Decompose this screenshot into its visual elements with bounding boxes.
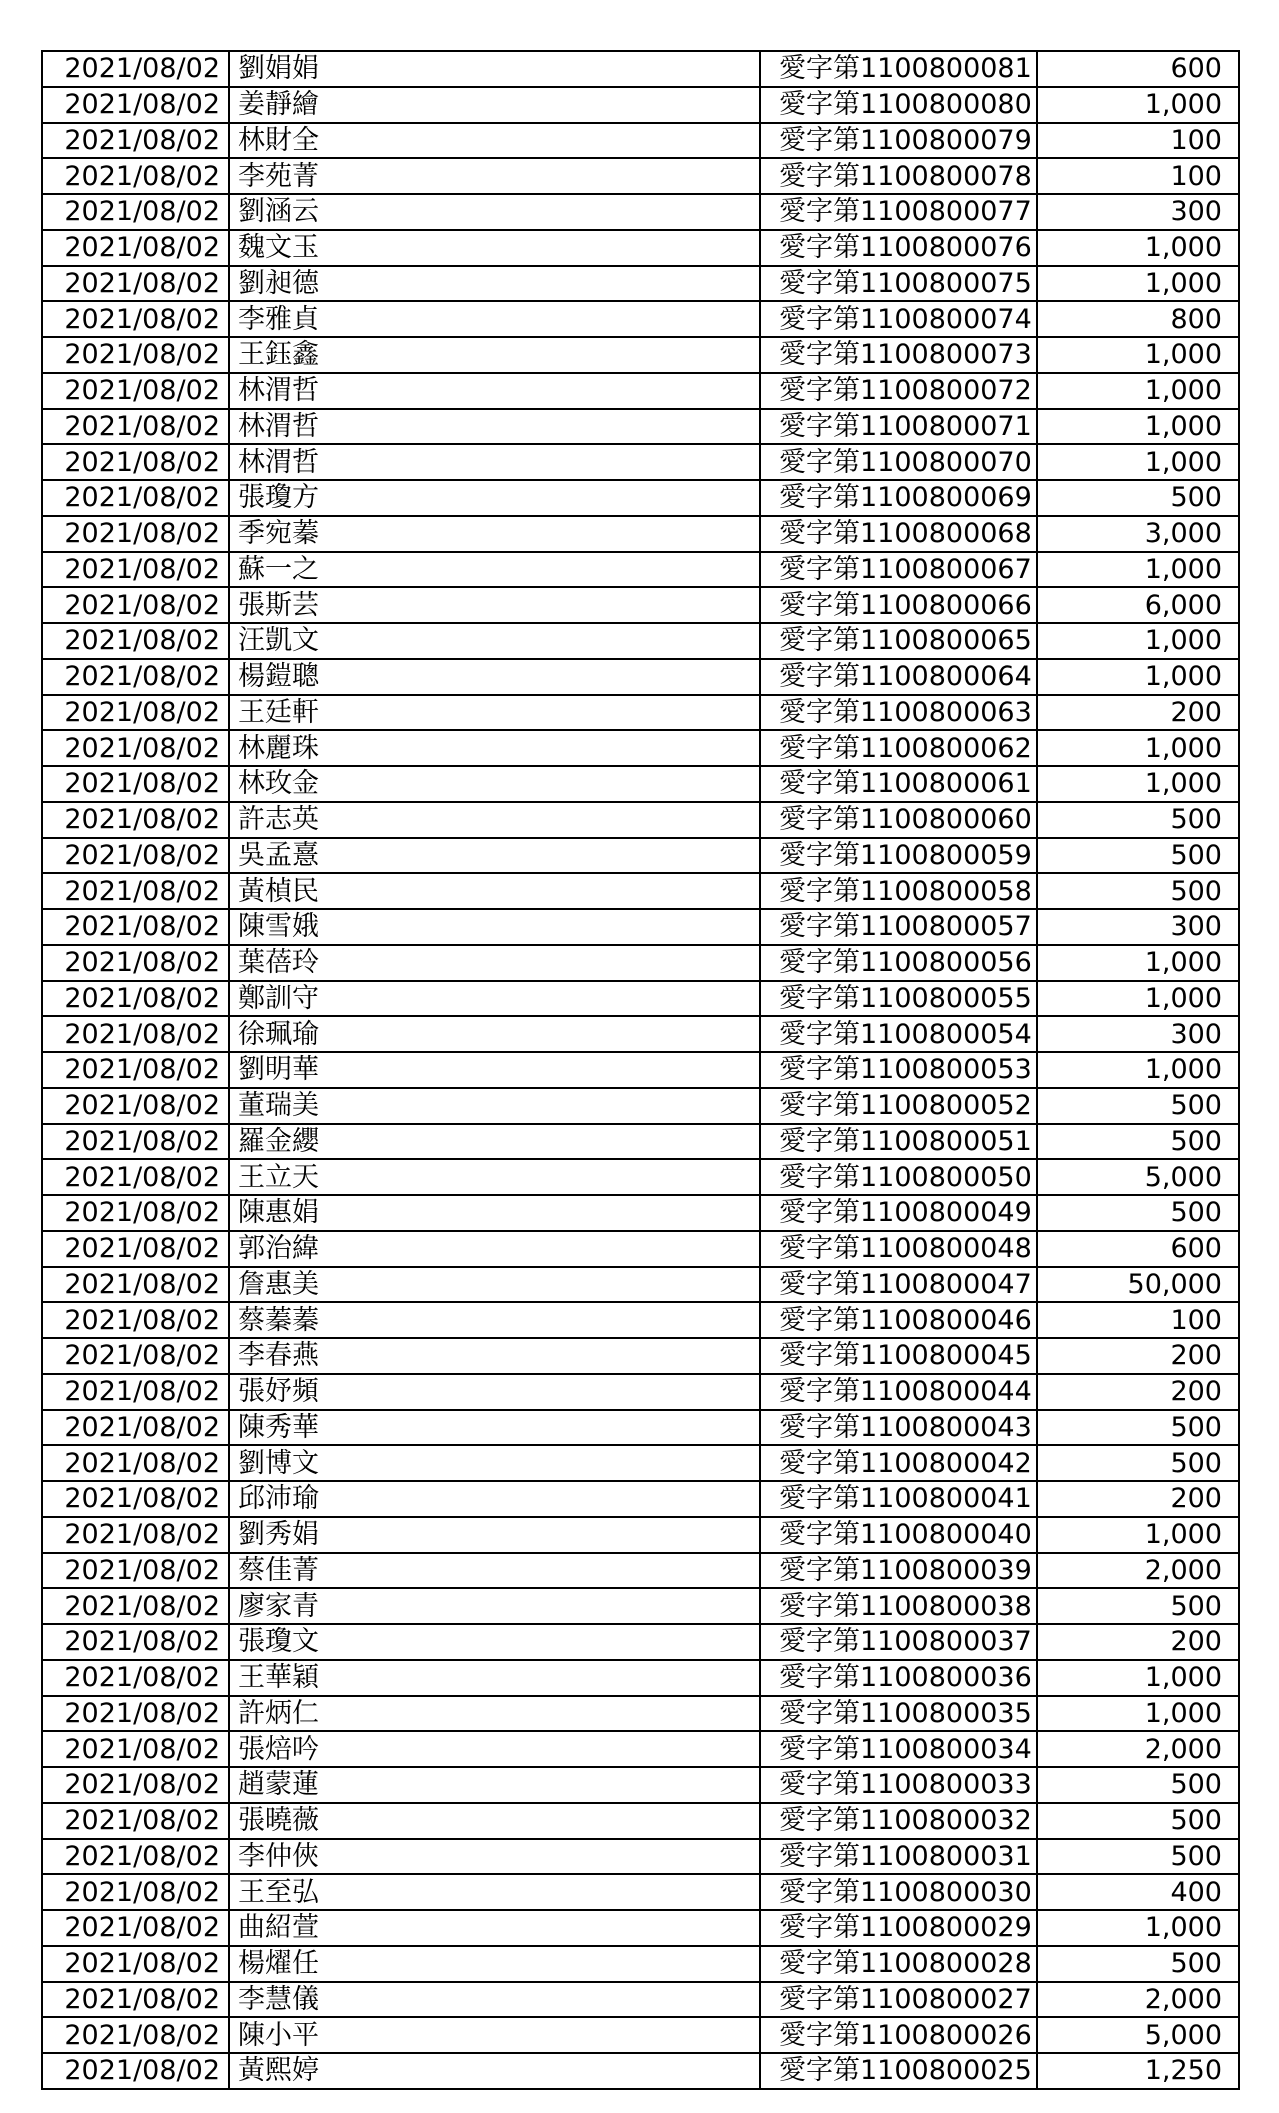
donor-name-cell: 劉昶德 [229, 266, 760, 302]
date-cell: 2021/08/02 [42, 1302, 229, 1338]
amount-cell: 500 [1037, 1946, 1239, 1982]
receipt-number-cell: 愛字第1100800061 [760, 766, 1037, 802]
amount-cell: 100 [1037, 158, 1239, 194]
donor-name-cell: 許志英 [229, 802, 760, 838]
receipt-number-cell: 愛字第1100800042 [760, 1445, 1037, 1481]
amount-cell: 5,000 [1037, 2017, 1239, 2053]
receipt-number-cell: 愛字第1100800054 [760, 1016, 1037, 1052]
table-row [42, 1660, 1239, 1696]
donor-name-cell: 陳小平 [229, 2017, 760, 2053]
donor-name-cell: 徐珮瑜 [229, 1016, 760, 1052]
table-row [42, 873, 1239, 909]
table-row [42, 1267, 1239, 1303]
table-row [42, 945, 1239, 981]
date-cell: 2021/08/02 [42, 1159, 229, 1195]
receipt-number-cell: 愛字第1100800076 [760, 230, 1037, 266]
table-row [42, 480, 1239, 516]
amount-cell: 200 [1037, 1481, 1239, 1517]
receipt-number-cell: 愛字第1100800065 [760, 623, 1037, 659]
donor-name-cell: 吳孟憙 [229, 838, 760, 874]
date-cell: 2021/08/02 [42, 623, 229, 659]
table-row [42, 1410, 1239, 1446]
date-cell: 2021/08/02 [42, 1660, 229, 1696]
date-cell: 2021/08/02 [42, 87, 229, 123]
table-row [42, 2017, 1239, 2053]
donor-name-cell: 林財全 [229, 123, 760, 159]
donor-name-cell: 王鈺鑫 [229, 337, 760, 373]
amount-cell: 2,000 [1037, 1731, 1239, 1767]
date-cell: 2021/08/02 [42, 1124, 229, 1160]
table-row [42, 981, 1239, 1017]
table-row [42, 444, 1239, 480]
donor-name-cell: 張焙吟 [229, 1731, 760, 1767]
date-cell: 2021/08/02 [42, 51, 229, 87]
receipt-number-cell: 愛字第1100800028 [760, 1946, 1037, 1982]
date-cell: 2021/08/02 [42, 1231, 229, 1267]
table-row [42, 337, 1239, 373]
amount-cell: 400 [1037, 1874, 1239, 1910]
donor-name-cell: 鄭訓守 [229, 981, 760, 1017]
receipt-number-cell: 愛字第1100800031 [760, 1839, 1037, 1875]
date-cell: 2021/08/02 [42, 1588, 229, 1624]
donor-name-cell: 李慧儀 [229, 1982, 760, 2018]
receipt-number-cell: 愛字第1100800068 [760, 516, 1037, 552]
amount-cell: 1,000 [1037, 409, 1239, 445]
receipt-number-cell: 愛字第1100800043 [760, 1410, 1037, 1446]
date-cell: 2021/08/02 [42, 1910, 229, 1946]
date-cell: 2021/08/02 [42, 480, 229, 516]
date-cell: 2021/08/02 [42, 1410, 229, 1446]
table-row [42, 1124, 1239, 1160]
table-row [42, 301, 1239, 337]
receipt-number-cell: 愛字第1100800036 [760, 1660, 1037, 1696]
amount-cell: 1,000 [1037, 623, 1239, 659]
amount-cell: 500 [1037, 802, 1239, 838]
donor-name-cell: 劉明華 [229, 1052, 760, 1088]
table-row [42, 194, 1239, 230]
table-row [42, 1553, 1239, 1589]
date-cell: 2021/08/02 [42, 1088, 229, 1124]
receipt-number-cell: 愛字第1100800033 [760, 1767, 1037, 1803]
receipt-number-cell: 愛字第1100800077 [760, 194, 1037, 230]
receipt-number-cell: 愛字第1100800057 [760, 909, 1037, 945]
table-row [42, 1445, 1239, 1481]
donor-name-cell: 蔡蓁蓁 [229, 1302, 760, 1338]
table-row [42, 1839, 1239, 1875]
table-row [42, 1624, 1239, 1660]
donor-name-cell: 李春燕 [229, 1338, 760, 1374]
donor-name-cell: 陳秀華 [229, 1410, 760, 1446]
table-row [42, 230, 1239, 266]
receipt-number-cell: 愛字第1100800060 [760, 802, 1037, 838]
amount-cell: 1,000 [1037, 552, 1239, 588]
donor-name-cell: 林渭哲 [229, 409, 760, 445]
amount-cell: 600 [1037, 51, 1239, 87]
receipt-number-cell: 愛字第1100800035 [760, 1696, 1037, 1732]
date-cell: 2021/08/02 [42, 158, 229, 194]
amount-cell: 500 [1037, 480, 1239, 516]
amount-cell: 500 [1037, 1588, 1239, 1624]
receipt-number-cell: 愛字第1100800078 [760, 158, 1037, 194]
amount-cell: 1,000 [1037, 87, 1239, 123]
amount-cell: 100 [1037, 1302, 1239, 1338]
donor-name-cell: 詹惠美 [229, 1267, 760, 1303]
receipt-number-cell: 愛字第1100800064 [760, 659, 1037, 695]
table-row [42, 1481, 1239, 1517]
amount-cell: 1,000 [1037, 337, 1239, 373]
amount-cell: 200 [1037, 695, 1239, 731]
date-cell: 2021/08/02 [42, 945, 229, 981]
table-row [42, 1910, 1239, 1946]
donor-name-cell: 黃熙婷 [229, 2053, 760, 2089]
table-row [42, 623, 1239, 659]
table-row [42, 266, 1239, 302]
amount-cell: 1,000 [1037, 266, 1239, 302]
receipt-number-cell: 愛字第1100800037 [760, 1624, 1037, 1660]
date-cell: 2021/08/02 [42, 695, 229, 731]
donor-name-cell: 陳惠娟 [229, 1195, 760, 1231]
table-row [42, 1517, 1239, 1553]
amount-cell: 600 [1037, 1231, 1239, 1267]
amount-cell: 100 [1037, 123, 1239, 159]
receipt-number-cell: 愛字第1100800034 [760, 1731, 1037, 1767]
date-cell: 2021/08/02 [42, 373, 229, 409]
receipt-number-cell: 愛字第1100800048 [760, 1231, 1037, 1267]
table-row [42, 838, 1239, 874]
receipt-number-cell: 愛字第1100800058 [760, 873, 1037, 909]
receipt-number-cell: 愛字第1100800066 [760, 587, 1037, 623]
receipt-number-cell: 愛字第1100800049 [760, 1195, 1037, 1231]
amount-cell: 500 [1037, 1124, 1239, 1160]
amount-cell: 6,000 [1037, 587, 1239, 623]
table-row [42, 1159, 1239, 1195]
table-row [42, 1946, 1239, 1982]
amount-cell: 2,000 [1037, 1982, 1239, 2018]
donor-name-cell: 董瑞美 [229, 1088, 760, 1124]
amount-cell: 3,000 [1037, 516, 1239, 552]
date-cell: 2021/08/02 [42, 587, 229, 623]
amount-cell: 500 [1037, 1767, 1239, 1803]
amount-cell: 500 [1037, 1839, 1239, 1875]
receipt-number-cell: 愛字第1100800041 [760, 1481, 1037, 1517]
amount-cell: 500 [1037, 1803, 1239, 1839]
receipt-number-cell: 愛字第1100800062 [760, 730, 1037, 766]
donor-name-cell: 季宛蓁 [229, 516, 760, 552]
date-cell: 2021/08/02 [42, 1553, 229, 1589]
date-cell: 2021/08/02 [42, 1445, 229, 1481]
donor-name-cell: 姜靜繪 [229, 87, 760, 123]
date-cell: 2021/08/02 [42, 1195, 229, 1231]
table-row [42, 1231, 1239, 1267]
date-cell: 2021/08/02 [42, 444, 229, 480]
amount-cell: 1,000 [1037, 1660, 1239, 1696]
amount-cell: 200 [1037, 1374, 1239, 1410]
table-row [42, 802, 1239, 838]
donor-name-cell: 李苑菁 [229, 158, 760, 194]
table-row [42, 409, 1239, 445]
receipt-number-cell: 愛字第1100800074 [760, 301, 1037, 337]
date-cell: 2021/08/02 [42, 766, 229, 802]
donor-name-cell: 魏文玉 [229, 230, 760, 266]
donor-name-cell: 楊燿任 [229, 1946, 760, 1982]
table-row [42, 2053, 1239, 2089]
table-row [42, 158, 1239, 194]
receipt-number-cell: 愛字第1100800040 [760, 1517, 1037, 1553]
amount-cell: 1,250 [1037, 2053, 1239, 2089]
date-cell: 2021/08/02 [42, 266, 229, 302]
donor-name-cell: 林玫金 [229, 766, 760, 802]
amount-cell: 300 [1037, 909, 1239, 945]
donor-name-cell: 劉秀娟 [229, 1517, 760, 1553]
amount-cell: 1,000 [1037, 230, 1239, 266]
receipt-number-cell: 愛字第1100800045 [760, 1338, 1037, 1374]
amount-cell: 5,000 [1037, 1159, 1239, 1195]
amount-cell: 500 [1037, 838, 1239, 874]
table-row [42, 1874, 1239, 1910]
date-cell: 2021/08/02 [42, 1839, 229, 1875]
table-row [42, 552, 1239, 588]
date-cell: 2021/08/02 [42, 337, 229, 373]
table-row [42, 1338, 1239, 1374]
table-row [42, 1767, 1239, 1803]
donor-name-cell: 羅金纓 [229, 1124, 760, 1160]
date-cell: 2021/08/02 [42, 1982, 229, 2018]
receipt-number-cell: 愛字第1100800053 [760, 1052, 1037, 1088]
table-row [42, 516, 1239, 552]
table-row [42, 1016, 1239, 1052]
donor-name-cell: 張瓊方 [229, 480, 760, 516]
table-row [42, 766, 1239, 802]
table-row [42, 1374, 1239, 1410]
amount-cell: 1,000 [1037, 1696, 1239, 1732]
table-row [42, 123, 1239, 159]
receipt-number-cell: 愛字第1100800072 [760, 373, 1037, 409]
donor-name-cell: 蔡佳菁 [229, 1553, 760, 1589]
receipt-number-cell: 愛字第1100800071 [760, 409, 1037, 445]
receipt-number-cell: 愛字第1100800070 [760, 444, 1037, 480]
date-cell: 2021/08/02 [42, 1267, 229, 1303]
amount-cell: 200 [1037, 1338, 1239, 1374]
receipt-number-cell: 愛字第1100800079 [760, 123, 1037, 159]
receipt-number-cell: 愛字第1100800080 [760, 87, 1037, 123]
date-cell: 2021/08/02 [42, 1946, 229, 1982]
receipt-number-cell: 愛字第1100800025 [760, 2053, 1037, 2089]
date-cell: 2021/08/02 [42, 981, 229, 1017]
donor-name-cell: 張曉薇 [229, 1803, 760, 1839]
receipt-number-cell: 愛字第1100800059 [760, 838, 1037, 874]
amount-cell: 1,000 [1037, 981, 1239, 1017]
receipt-number-cell: 愛字第1100800050 [760, 1159, 1037, 1195]
donor-name-cell: 林渭哲 [229, 444, 760, 480]
donor-name-cell: 劉博文 [229, 1445, 760, 1481]
date-cell: 2021/08/02 [42, 301, 229, 337]
donor-name-cell: 李仲俠 [229, 1839, 760, 1875]
receipt-number-cell: 愛字第1100800055 [760, 981, 1037, 1017]
date-cell: 2021/08/02 [42, 1803, 229, 1839]
donor-name-cell: 王至弘 [229, 1874, 760, 1910]
receipt-number-cell: 愛字第1100800081 [760, 51, 1037, 87]
amount-cell: 1,000 [1037, 373, 1239, 409]
table-row [42, 373, 1239, 409]
donor-name-cell: 葉蓓玲 [229, 945, 760, 981]
donor-name-cell: 林渭哲 [229, 373, 760, 409]
amount-cell: 500 [1037, 873, 1239, 909]
date-cell: 2021/08/02 [42, 552, 229, 588]
table-row [42, 1982, 1239, 2018]
date-cell: 2021/08/02 [42, 194, 229, 230]
date-cell: 2021/08/02 [42, 1052, 229, 1088]
donor-name-cell: 王廷軒 [229, 695, 760, 731]
amount-cell: 1,000 [1037, 1052, 1239, 1088]
table-row [42, 659, 1239, 695]
receipt-number-cell: 愛字第1100800051 [760, 1124, 1037, 1160]
receipt-number-cell: 愛字第1100800069 [760, 480, 1037, 516]
donor-name-cell: 趙蒙蓮 [229, 1767, 760, 1803]
donor-name-cell: 劉涵云 [229, 194, 760, 230]
donor-name-cell: 曲紹萱 [229, 1910, 760, 1946]
receipt-number-cell: 愛字第1100800038 [760, 1588, 1037, 1624]
donor-name-cell: 許炳仁 [229, 1696, 760, 1732]
table-row [42, 1195, 1239, 1231]
receipt-number-cell: 愛字第1100800067 [760, 552, 1037, 588]
donor-name-cell: 王華穎 [229, 1660, 760, 1696]
receipt-number-cell: 愛字第1100800063 [760, 695, 1037, 731]
donor-name-cell: 陳雪娥 [229, 909, 760, 945]
donor-name-cell: 蘇一之 [229, 552, 760, 588]
donor-name-cell: 楊鎧聰 [229, 659, 760, 695]
table-row [42, 909, 1239, 945]
receipt-number-cell: 愛字第1100800047 [760, 1267, 1037, 1303]
date-cell: 2021/08/02 [42, 802, 229, 838]
date-cell: 2021/08/02 [42, 730, 229, 766]
amount-cell: 1,000 [1037, 945, 1239, 981]
amount-cell: 300 [1037, 1016, 1239, 1052]
donor-name-cell: 廖家青 [229, 1588, 760, 1624]
amount-cell: 500 [1037, 1088, 1239, 1124]
date-cell: 2021/08/02 [42, 659, 229, 695]
donor-name-cell: 劉娟娟 [229, 51, 760, 87]
donor-name-cell: 張斯芸 [229, 587, 760, 623]
receipt-number-cell: 愛字第1100800039 [760, 1553, 1037, 1589]
ledger-body [42, 51, 1239, 2089]
date-cell: 2021/08/02 [42, 2053, 229, 2089]
date-cell: 2021/08/02 [42, 123, 229, 159]
receipt-number-cell: 愛字第1100800032 [760, 1803, 1037, 1839]
amount-cell: 1,000 [1037, 1517, 1239, 1553]
amount-cell: 2,000 [1037, 1553, 1239, 1589]
donor-name-cell: 黃楨民 [229, 873, 760, 909]
date-cell: 2021/08/02 [42, 873, 229, 909]
amount-cell: 1,000 [1037, 730, 1239, 766]
amount-cell: 500 [1037, 1410, 1239, 1446]
table-row [42, 1803, 1239, 1839]
date-cell: 2021/08/02 [42, 230, 229, 266]
receipt-number-cell: 愛字第1100800052 [760, 1088, 1037, 1124]
amount-cell: 500 [1037, 1445, 1239, 1481]
table-row [42, 730, 1239, 766]
donor-name-cell: 林麗珠 [229, 730, 760, 766]
date-cell: 2021/08/02 [42, 1696, 229, 1732]
receipt-number-cell: 愛字第1100800046 [760, 1302, 1037, 1338]
date-cell: 2021/08/02 [42, 1374, 229, 1410]
table-row [42, 1302, 1239, 1338]
donation-ledger-table [41, 50, 1240, 2090]
amount-cell: 200 [1037, 1624, 1239, 1660]
date-cell: 2021/08/02 [42, 909, 229, 945]
date-cell: 2021/08/02 [42, 1874, 229, 1910]
date-cell: 2021/08/02 [42, 1016, 229, 1052]
donor-name-cell: 郭治緯 [229, 1231, 760, 1267]
amount-cell: 800 [1037, 301, 1239, 337]
receipt-number-cell: 愛字第1100800027 [760, 1982, 1037, 2018]
receipt-number-cell: 愛字第1100800075 [760, 266, 1037, 302]
date-cell: 2021/08/02 [42, 1767, 229, 1803]
table-row [42, 1588, 1239, 1624]
table-row [42, 1731, 1239, 1767]
amount-cell: 1,000 [1037, 659, 1239, 695]
amount-cell: 1,000 [1037, 766, 1239, 802]
table-row [42, 87, 1239, 123]
date-cell: 2021/08/02 [42, 2017, 229, 2053]
date-cell: 2021/08/02 [42, 1731, 229, 1767]
receipt-number-cell: 愛字第1100800029 [760, 1910, 1037, 1946]
date-cell: 2021/08/02 [42, 409, 229, 445]
amount-cell: 300 [1037, 194, 1239, 230]
receipt-number-cell: 愛字第1100800044 [760, 1374, 1037, 1410]
table-row [42, 51, 1239, 87]
date-cell: 2021/08/02 [42, 1517, 229, 1553]
table-row [42, 587, 1239, 623]
donor-name-cell: 王立天 [229, 1159, 760, 1195]
receipt-number-cell: 愛字第1100800073 [760, 337, 1037, 373]
donor-name-cell: 張瓊文 [229, 1624, 760, 1660]
donor-name-cell: 李雅貞 [229, 301, 760, 337]
table-row [42, 1088, 1239, 1124]
receipt-number-cell: 愛字第1100800030 [760, 1874, 1037, 1910]
table-row [42, 695, 1239, 731]
date-cell: 2021/08/02 [42, 1481, 229, 1517]
date-cell: 2021/08/02 [42, 1338, 229, 1374]
table-row [42, 1696, 1239, 1732]
date-cell: 2021/08/02 [42, 1624, 229, 1660]
donor-name-cell: 汪凱文 [229, 623, 760, 659]
donor-name-cell: 張妤頻 [229, 1374, 760, 1410]
receipt-number-cell: 愛字第1100800056 [760, 945, 1037, 981]
donor-name-cell: 邱沛瑜 [229, 1481, 760, 1517]
date-cell: 2021/08/02 [42, 516, 229, 552]
date-cell: 2021/08/02 [42, 838, 229, 874]
table-row [42, 1052, 1239, 1088]
receipt-number-cell: 愛字第1100800026 [760, 2017, 1037, 2053]
amount-cell: 1,000 [1037, 444, 1239, 480]
amount-cell: 500 [1037, 1195, 1239, 1231]
amount-cell: 1,000 [1037, 1910, 1239, 1946]
amount-cell: 50,000 [1037, 1267, 1239, 1303]
